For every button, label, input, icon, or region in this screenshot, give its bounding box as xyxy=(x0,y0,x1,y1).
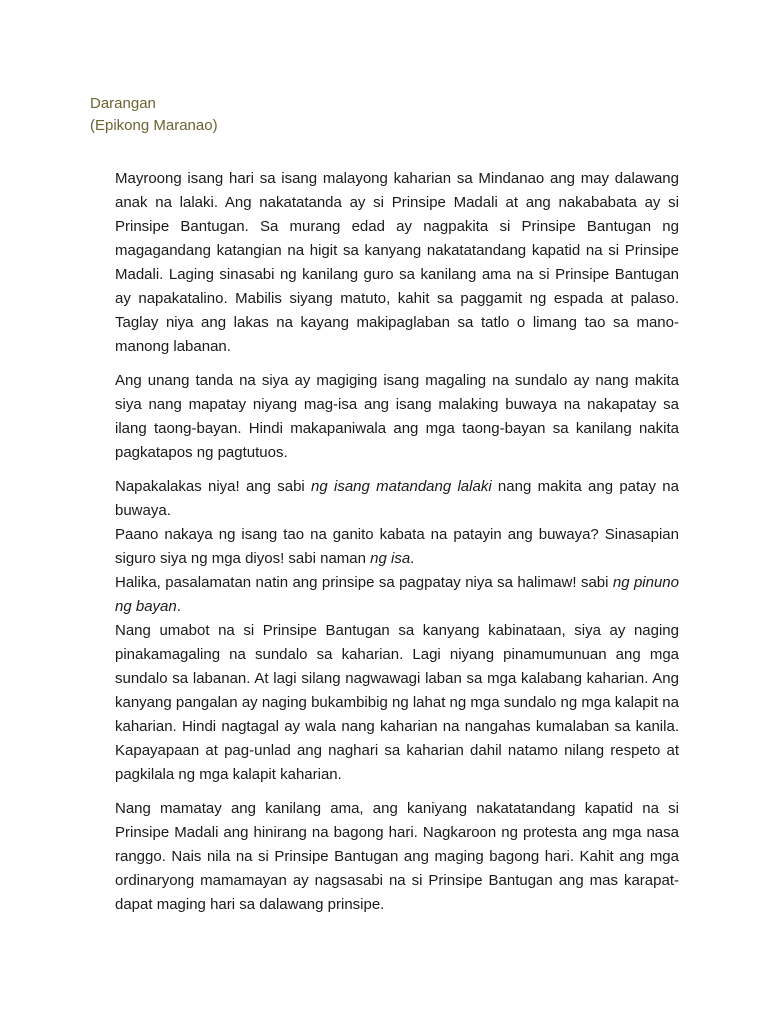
paragraph-3: Nang umabot na si Prinsipe Bantugan sa kanyang kabinataan, siya ay naging pinakamagaling na sundalo sa kaharian. Lagi niyang pinamumunuan ang mga sundalo sa labanan. At lagi silang nagwawagi laban sa mga kalabang kaharian. Ang kanyang pangalan ay naging bukambibig ng lahat ng mga sundalo ng mga kalapit na kaharian. Hindi nagtagal ay wala nang kaharian na nangahas kumalaban sa kanila. Kapayapaan at pag-unlad ang naghari sa kaharian dahil natamo nilang respeto at pagkilala ng mga kalapit kaharian. xyxy=(115,622,679,783)
quote-3-text: Halika, pasalamatan natin ang prinsipe sa pagpatay niya sa halimaw! sabi xyxy=(115,574,613,591)
quote-1-text: Napakalakas niya! ang sabi xyxy=(115,478,312,495)
document-body xyxy=(115,167,679,927)
paragraph-4: Nang mamatay ang kanilang ama, ang kaniyang nakatatandang kapatid na si Prinsipe Madali ang hinirang na bagong hari. Nagkaroon ng protesta ang mga nasa ranggo. Nais nila na si Prinsipe Bantugan ang maging bagong hari. Kahit ang mga ordinaryong mamamayan ay nagsasabi na si Prinsipe Bantugan ang mas karapat-dapat maging hari sa dalawang prinsipe. xyxy=(115,800,679,913)
quote-2-speaker: ng isa xyxy=(370,550,411,567)
quote-1-speaker: ng isang matandang lalaki xyxy=(311,478,492,495)
paragraph-1: Mayroong isang hari sa isang malayong kaharian sa Mindanao ang may dalawang anak na lalaki. Ang nakatatanda ay si Prinsipe Madali at ang nakababata ay si Prinsipe Bantugan. Sa murang edad ay nagpakita si Prinsipe Bantugan ng magagandang katangian na higit sa kanyang nakatatandang kapatid na si Prinsipe Madali. Laging sinasabi ng kanilang guro sa kanilang ama na si Prinsipe Bantugan ay napakatalino. Mabilis siyang matuto, kahit sa paggamit ng espada at palaso. Taglay niya ang lakas na kayang makipaglaban sa tatlo o limang tao sa mano-manong labanan. xyxy=(115,170,679,355)
quote-3-speaker: ng pinuno ng bayan xyxy=(115,574,679,615)
document-heading xyxy=(90,93,218,137)
document-title: Darangan xyxy=(90,95,156,112)
quote-2-tail: . xyxy=(410,550,415,567)
quote-2 xyxy=(115,523,679,571)
document-subtitle: (Epikong Maranao) xyxy=(90,117,218,134)
quote-1-tail: nang makita ang patay na buwaya. xyxy=(115,478,679,519)
quote-3 xyxy=(115,571,679,619)
quote-3-tail: . xyxy=(176,598,181,615)
quote-1 xyxy=(115,475,679,523)
quote-2-text: Paano nakaya ng isang tao na ganito kabata na patayin ang buwaya? Sinasapian siguro siya ng mga diyos! sabi naman xyxy=(115,526,679,567)
paragraph-2: Ang unang tanda na siya ay magiging isang magaling na sundalo ay nang makita siya nang mapatay niyang mag-isa ang isang malaking buwaya na nakapatay sa ilang taong-bayan. Hindi makapaniwala ang mga taong-bayan sa kanilang nakita pagkatapos ng pagtutuos. xyxy=(115,372,679,461)
